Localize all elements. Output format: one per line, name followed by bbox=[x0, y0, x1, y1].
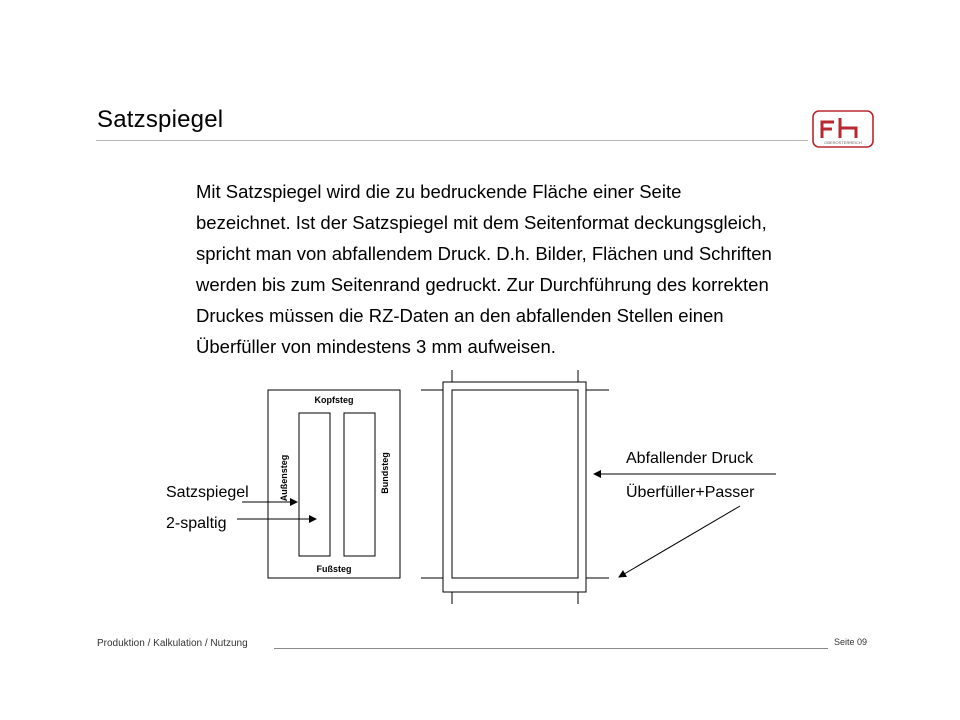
satzspiegel-label: Satzspiegel bbox=[166, 484, 249, 501]
body-line: spricht man von abfallendem Druck. D.h. Bilder, Flächen und Schriften bbox=[196, 243, 772, 264]
body-line: werden bis zum Seitenrand gedruckt. Zur Durchführung des korrekten bbox=[196, 274, 769, 295]
aussensteg-label: Außensteg bbox=[279, 454, 289, 502]
bundsteg-label: Bundsteg bbox=[380, 452, 390, 494]
page-number: Seite 09 bbox=[834, 637, 868, 647]
abfallender-druck-label: Abfallender Druck bbox=[626, 450, 754, 467]
column-left bbox=[299, 413, 330, 556]
column-right bbox=[344, 413, 375, 556]
bleed-inner-frame bbox=[452, 390, 578, 578]
footer-divider bbox=[274, 648, 828, 649]
body-line: Überfüller von mindestens 3 mm aufweisen. bbox=[196, 336, 556, 357]
page-title: Satzspiegel bbox=[97, 106, 224, 133]
body-line: Mit Satzspiegel wird die zu bedruckende Fläche einer Seite bbox=[196, 181, 682, 202]
zweispaltig-label: 2-spaltig bbox=[166, 515, 227, 532]
fusssteg-label: Fußsteg bbox=[316, 564, 352, 574]
ueberfueller-arrow bbox=[619, 506, 740, 577]
footer-topic: Produktion / Kalkulation / Nutzung bbox=[97, 638, 248, 649]
crop-marks bbox=[421, 370, 609, 604]
body-line: bezeichnet. Ist der Satzspiegel mit dem Seitenformat deckungsgleich, bbox=[196, 212, 767, 233]
ueberfueller-label: Überfüller+Passer bbox=[626, 484, 755, 501]
logo-text: OBERÖSTERREICH bbox=[824, 140, 862, 145]
bleed-outer-frame bbox=[443, 382, 586, 592]
kopfsteg-label: Kopfsteg bbox=[314, 395, 354, 405]
body-line: Druckes müssen die RZ-Daten an den abfallenden Stellen einen bbox=[196, 305, 724, 326]
